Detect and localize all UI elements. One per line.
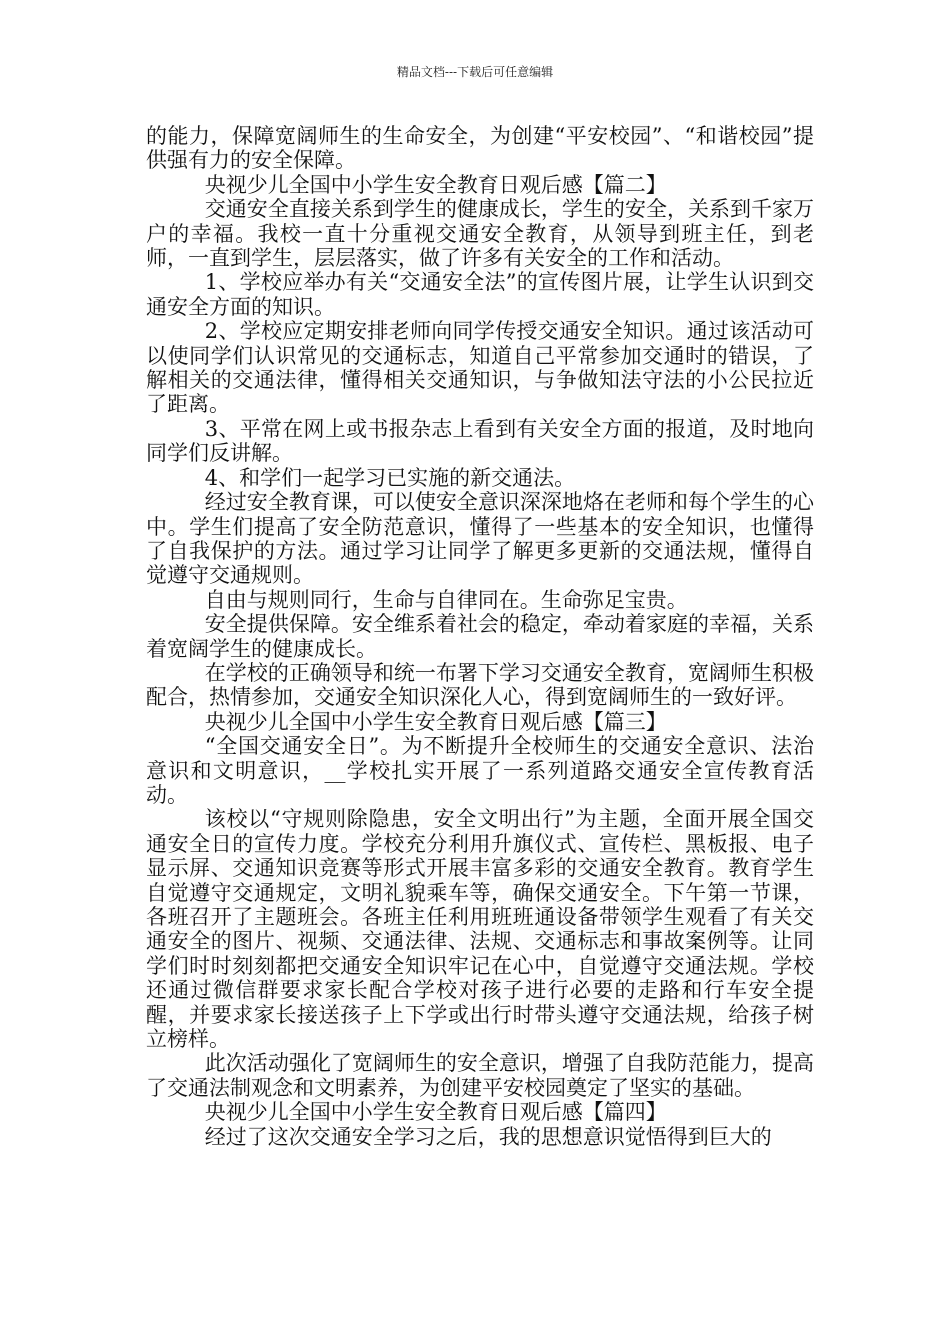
section-heading-part-2: 央视少儿全国中小学生安全教育日观后感【篇二】 — [204, 172, 667, 197]
list-item-1: 1、学校应举办有关“交通安全法”的宣传图片展，让学生认识到交通安全方面的知识。 — [146, 270, 814, 319]
paragraph: 该校以“守规则除隐患，安全文明出行”为主题，全面开展全国交通安全日的宣传力度。学校充分利用升旗仪式、宣传栏、黑板报、电子显示屏、交通知识竞赛等形式开展丰富多彩的交通安全教育。教育学生自觉遵守交通规定，文明礼貌乘车等，确保交通安全。下午第一节课，各班召开了主题班会。各班主任利用班班通设备带领学生观看了有关交通安全的图片、视频、交通法律、法规、交通标志和事故案例等。让同学们时时刻刻都把交通安全知识牢记在心中，自觉遵守交通法规。学校还通过微信群要求家长配合学校对孩子进行必要的走路和行车安全提醒，并要求家长接送孩子上下学或出行时带头遵守交通法规，给孩子树立榜样。 — [146, 807, 814, 1052]
section-heading-part-3: 央视少儿全国中小学生安全教育日观后感【篇三】 — [204, 709, 667, 734]
paragraph: 自由与规则同行，生命与自律同在。生命弥足宝贵。 — [204, 587, 688, 612]
document-body — [146, 124, 814, 1149]
paragraph: “全国交通安全日”。为不断提升全校师生的交通安全意识、法治意识和文明意识，__学校扎实开展了一系列道路交通安全宣传教育活动。 — [146, 734, 814, 807]
section-heading-part-4: 央视少儿全国中小学生安全教育日观后感【篇四】 — [204, 1100, 667, 1125]
paragraph: 交通安全直接关系到学生的健康成长，学生的安全，关系到千家万户的幸福。我校一直十分重视交通安全教育，从领导到班主任，到老师，一直到学生，层层落实，做了许多有关安全的工作和活动。 — [146, 197, 814, 271]
paragraph: 在学校的正确领导和统一布署下学习交通安全教育，宽阔师生积极配合，热情参加，交通安全知识深化人心，得到宽阔师生的一致好评。 — [146, 660, 814, 710]
paragraph: 此次活动强化了宽阔师生的安全意识，增强了自我防范能力，提高了交通法制观念和文明素养，为创建平安校园奠定了坚实的基础。 — [146, 1051, 814, 1100]
page-header: 精品文档---下载后可任意编辑 — [396, 65, 554, 79]
list-item-3: 3、平常在网上或书报杂志上看到有关安全方面的报道，及时地向同学们反讲解。 — [146, 416, 814, 466]
list-item-4: 4、和学们一起学习已实施的新交通法。 — [204, 465, 576, 490]
paragraph-truncated: 经过了这次交通安全学习之后，我的思想意识觉悟得到巨大的 — [204, 1124, 772, 1149]
paragraph: 安全提供保障。安全维系着社会的稳定，牵动着家庭的幸福，关系着宽阔学生的健康成长。 — [146, 612, 814, 661]
paragraph: 经过安全教育课，可以使安全意识深深地烙在老师和每个学生的心中。学生们提高了安全防范意识，懂得了一些基本的安全知识，也懂得了自我保护的方法。通过学习让同学了解更多更新的交通法规，懂得自觉遵守交通规则。 — [146, 490, 814, 588]
list-item-2: 2、学校应定期安排老师向同学传授交通安全知识。通过该活动可以使同学们认识常见的交通标志，知道自己平常参加交通时的错误，了解相关的交通法律，懂得相关交通知识，与争做知法守法的小公民拉近了距离。 — [146, 319, 814, 417]
paragraph-continuation: 的能力，保障宽阔师生的生命安全，为创建“平安校园”、“和谐校园”提供强有力的安全保障。 — [146, 124, 814, 173]
